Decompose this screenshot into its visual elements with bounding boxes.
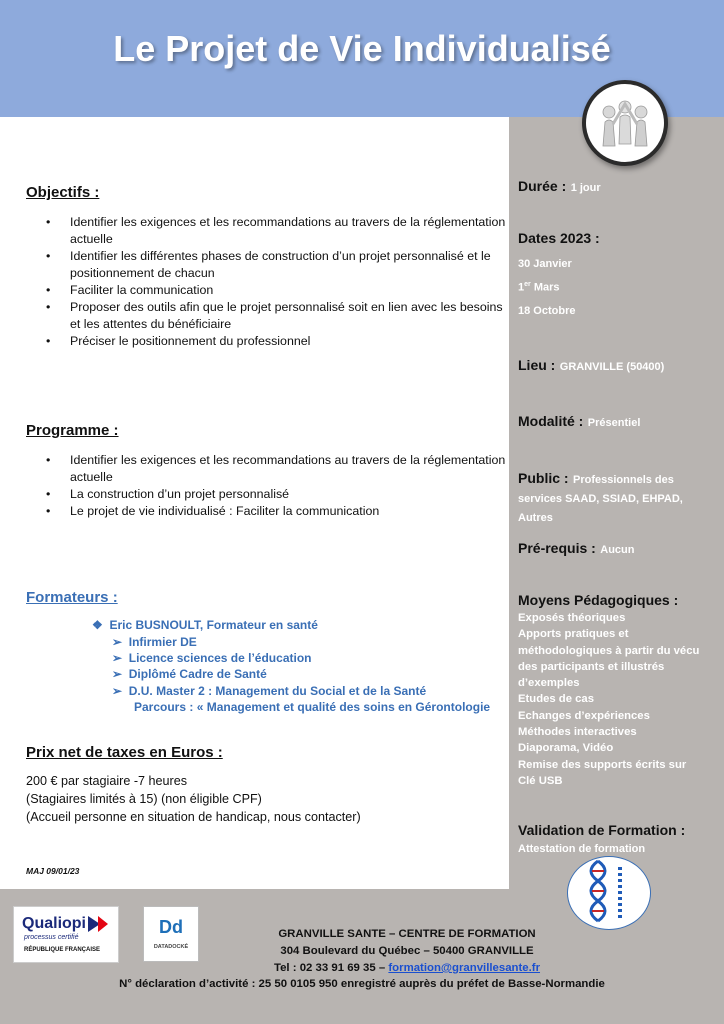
date-item: 30 Janvier — [518, 258, 572, 270]
programme-title: Programme : — [26, 422, 119, 439]
trainer-parcours: Parcours : « Management et qualité des soins en Gérontologie — [134, 700, 491, 714]
public-row: Public : Professionnels des services SAAD, SSIAD, EHPAD, Autres — [518, 470, 683, 524]
list-item: • Faciliter la communication — [26, 282, 508, 299]
list-item: Echanges d’expériences — [518, 709, 650, 722]
validation-value: Attestation de formation — [518, 843, 646, 855]
list-item: • Le projet de vie individualisé : Faciliter la communication — [26, 503, 508, 520]
trainer-qualification: ➢ D.U. Master 2 : Management du Social et de la Santé — [112, 684, 427, 698]
trainer-qualification: ➢ Diplômé Cadre de Santé — [112, 667, 267, 681]
arrow-bullet-icon: ➢ — [112, 684, 123, 698]
moyens-label: Moyens Pédagogiques : — [518, 592, 679, 608]
footer-declaration: N° déclaration d’activité : 25 50 0105 950 enregistré auprès du préfet de Basse-Normandie — [119, 978, 605, 990]
arrow-bullet-icon: ➢ — [112, 651, 123, 665]
list-item: Exposés théoriques — [518, 612, 626, 624]
page-title: Le Projet de Vie Individualisé — [113, 28, 611, 69]
list-item: • Identifier les différentes phases de construction d’un projet personnalisé et le positionnement de chacun — [26, 248, 508, 282]
list-item: • La construction d’un projet personnalisé — [26, 486, 508, 503]
date-item: 1er Mars — [518, 281, 560, 294]
footer-contact: Tel : 02 33 91 69 35 – formation@granvillesante.fr — [273, 962, 541, 974]
date-item: 18 Octobre — [518, 305, 576, 317]
lieu-row: Lieu : GRANVILLE (50400) — [518, 357, 665, 373]
dates-label: Dates 2023 : — [518, 230, 600, 246]
price-line: (Accueil personne en situation de handicap, nous contacter) — [26, 810, 361, 824]
modalite-row: Modalité : Présentiel — [518, 413, 641, 429]
list-item: d’exemples — [518, 677, 580, 690]
list-item: • Identifier les exigences et les recommandations au travers de la réglementation actuelle — [26, 214, 508, 248]
list-item: des participants et illustrés — [518, 660, 665, 673]
update-date: MAJ 09/01/23 — [26, 866, 80, 876]
footer-address: 304 Boulevard du Québec – 50400 GRANVILLE — [280, 945, 534, 957]
footer-org: GRANVILLE SANTE – CENTRE DE FORMATION — [278, 928, 536, 940]
granville-sante-logo — [567, 856, 651, 930]
qualiopi-logo: Qualiopi processus certifié RÉPUBLIQUE FRANÇAISE — [13, 906, 119, 963]
formateurs-title: Formateurs : — [26, 589, 118, 606]
team-illustration-badge — [582, 80, 668, 166]
arrow-bullet-icon: ➢ — [112, 667, 123, 681]
price-line: 200 € par stagiaire -7 heures — [26, 774, 188, 788]
datadock-logo: Dd DATADOCKÉ — [143, 906, 199, 962]
team-people-icon — [595, 98, 655, 148]
validation-label: Validation de Formation : — [518, 822, 686, 838]
list-item: • Préciser le positionnement du professionnel — [26, 333, 508, 350]
diamond-bullet-icon: ❖ — [92, 618, 103, 632]
arrow-bullet-icon: ➢ — [112, 635, 123, 649]
price-line: (Stagiaires limités à 15) (non éligible CPF) — [26, 792, 262, 806]
prix-title: Prix net de taxes en Euros : — [26, 744, 223, 761]
trainer-qualification: ➢ Licence sciences de l’éducation — [112, 651, 312, 665]
list-item: Etudes de cas — [518, 693, 594, 706]
objectifs-title: Objectifs : — [26, 184, 100, 201]
list-item: Apports pratiques et — [518, 628, 629, 641]
list-item: Méthodes interactives — [518, 726, 637, 739]
moyens-list — [518, 610, 722, 789]
list-item: Remise des supports écrits sur — [518, 758, 687, 771]
objectifs-list — [26, 214, 508, 350]
list-item: Diaporama, Vidéo — [518, 742, 614, 755]
trainer-qualification: ➢ Infirmier DE — [112, 635, 197, 649]
list-item: • Proposer des outils afin que le projet personnalisé soit en lien avec les besoins et les attentes du bénéficiaire — [26, 299, 508, 333]
list-item: méthodologiques à partir du vécu — [518, 644, 700, 657]
dna-helix-icon — [568, 857, 650, 929]
list-item: Clé USB — [518, 774, 563, 787]
duree-row: Durée : 1 jour — [518, 178, 601, 194]
list-item: • Identifier les exigences et les recommandations au travers de la réglementation actuelle — [26, 452, 508, 486]
email-link[interactable]: formation@granvillesante.fr — [388, 962, 541, 974]
trainer-name: ❖ Eric BUSNOULT, Formateur en santé — [92, 618, 318, 632]
programme-list — [26, 452, 508, 520]
prerequis-row: Pré-requis : Aucun — [518, 540, 635, 556]
